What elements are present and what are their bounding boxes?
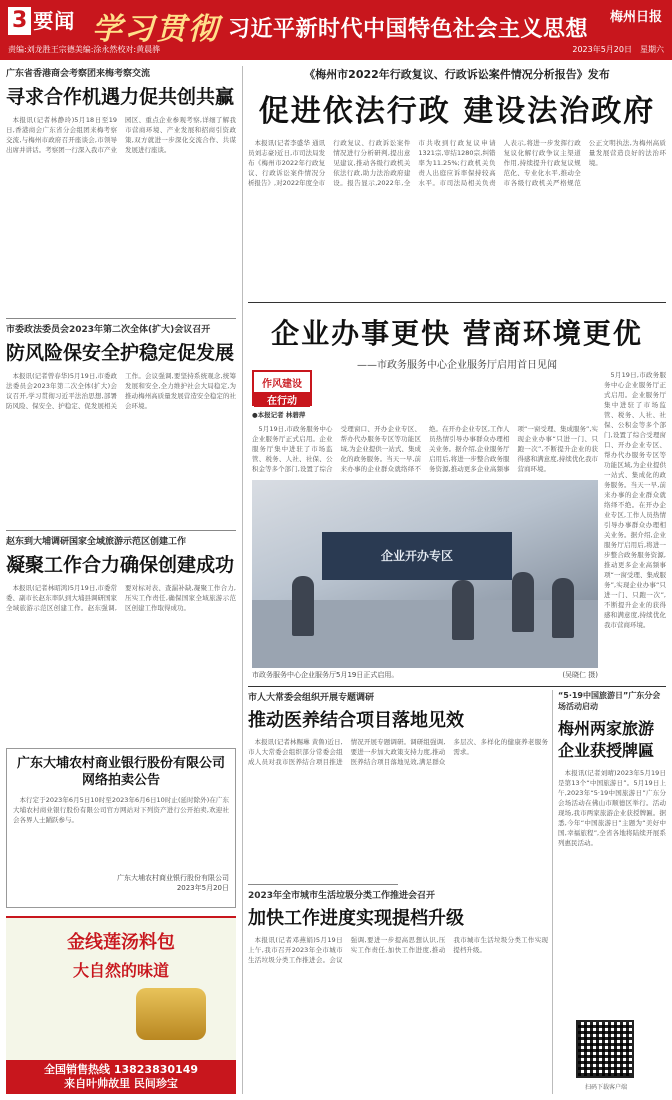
story-kicker: 赵东到大埔调研国家全域旅游示范区创建工作: [6, 537, 187, 547]
masthead: [0, 0, 672, 60]
masthead-title: 习近平新时代中国特色社会主义思想: [228, 17, 589, 42]
advertisement: [6, 916, 236, 1094]
editor-credit: 校对:黄晨骅: [117, 45, 161, 54]
editor-credit: 美编:涂永然: [74, 45, 118, 54]
story-headline: 防风险保安全护稳定促发展: [6, 342, 235, 364]
ad-tagline: 大自然的味道: [72, 961, 169, 980]
business-body-side: 5月19日,市政务服务中心企业服务厅正式启用。企业服务厅集中进驻了市场监管、税务、人社、社保、公积金等多个部门,设置了综合受理窗口、开办企业专区、帮办代办服务专区等功能区域,为企业提供一站式、集成化的政务服务。当天一早,前来办事的企业群众就络绎不绝。在开办企业专区,工作人员热情引导办事群众办理相关业务。据介绍,企业服务厅启用后,将进一步整合政务服务资源,推动更多企业高频事项“一窗受理、集成服务”,实现企业办事“只进一门、只跑一次”,不断提升企业的获得感和满意度,持续优化我市营商环境。: [604, 371, 666, 629]
notice-title: 广东大埔农村商业银行股份有限公司 网络拍卖公告: [16, 756, 225, 788]
page-number: 3: [8, 7, 31, 35]
notice-signoff: 广东大埔农村商业银行股份有限公司: [117, 874, 229, 882]
notice-date: 2023年5月20日: [176, 884, 229, 892]
editor-credits: [8, 44, 664, 55]
bottom-story-2: [248, 888, 548, 1095]
right-story: [558, 690, 666, 1018]
story-headline: 寻求合作机遇力促共创共赢: [6, 86, 235, 108]
person-figure: [452, 580, 474, 640]
person-figure: [292, 576, 314, 636]
notice-body: 本行定于2023年6月5日10时至2023年6月6日10时止(延时除外)在广东大埔农村商业银行股份有限公司官方网站对下列资产进行公开拍卖,欢迎社会各界人士踊跃参与。: [13, 796, 229, 824]
photo-caption: 市政务服务中心企业服务厅5月19日正式启用。: [252, 671, 399, 679]
left-story-3: [6, 534, 236, 753]
photo-credit: (吴晓仁 摄): [562, 671, 598, 679]
person-figure: [552, 578, 574, 638]
ad-footer-text: 来自叶帅故里 民间珍宝: [64, 1077, 178, 1090]
ad-footer: [6, 1060, 236, 1094]
story-kicker: 2023年全市城市生活垃圾分类工作推进会召开: [248, 891, 436, 901]
story-body: 本报讯(记者邓燕娟)5月19日上午,我市召开2023年全市城市生活垃圾分类工作推进会。会议强调,要进一步提高思想认识,压实工作责任,加快工作进度,推动我市城市生活垃圾分类工作实现提档升级。: [248, 936, 548, 964]
business-body-top: 5月19日,市政务服务中心企业服务厅正式启用。企业服务厅集中进驻了市场监管、税务、人社、社保、公积金等多个部门,设置了综合受理窗口、开办企业专区、帮办代办服务专区等功能区域,为企业提供一站式、集成化的政务服务。当天一早,前来办事的企业群众就络绎不绝。在开办企业专区,工作人员热情引导办事群众办理相关业务。据介绍,企业服务厅启用后,将进一步整合政务服务资源,推动更多企业高频事项“一窗受理、集成服务”,实现企业办事“只进一门、只跑一次”,不断提升企业的获得感和满意度,持续优化我市营商环境。: [252, 425, 598, 473]
stamp-line: 作风建设: [262, 379, 302, 390]
story-kicker: 市人大常委会组织开展专题调研: [248, 693, 375, 703]
story-body: 本报讯(记者林赐琳 黄鲁)近日,市人大常委会组织部分常委会组成人员对我市医养结合项目推进情况开展专题调研。调研组强调,要进一步加大政策支持力度,推动医养结合项目落地见效,满足群众多层次、多样化的健康养老服务需求。: [248, 738, 548, 766]
lead-story: [248, 66, 666, 306]
story-headline: 加快工作进度实现提档升级: [248, 908, 464, 929]
left-story-2: [6, 322, 236, 541]
editor-credit: 责编:刘龙胜: [8, 45, 51, 54]
bottom-story-1: [248, 690, 548, 887]
story-body: 本报讯(记者刘晴)2023年5月19日是第13个“中国旅游日”。5月19日上午,2023年“5·19中国旅游日”广东分会场活动在佛山市顺德区举行。活动现场,我市两家旅游企业获授牌匾。据悉,今年“中国旅游日”主题为“美好中国,幸福旅程”,全省各地将陆续开展系列惠民活动。: [558, 769, 666, 847]
qr-code-icon: [576, 1020, 634, 1078]
auction-notice: [6, 748, 236, 908]
hotline-number: 13823830149: [113, 1063, 199, 1076]
lead-headline: 促进依法行政 建设法治政府: [258, 94, 656, 129]
story-body: 本报讯(记者曾春华)5月19日,市委政法委员会2023年第二次全体(扩大)会议召开,学习贯彻习近平法治思想,部署防风险、保安全、护稳定、促发展相关工作。会议强调,要坚持系统观念,统筹发展和安全,全力维护社会大局稳定,为推动梅州高质量发展营造安全稳定的社会环境。: [6, 372, 236, 410]
story-headline: 凝聚工作合力确保创建成功: [6, 554, 235, 576]
photo-sign: 企业开办专区: [322, 532, 512, 580]
business-byline: ●本报记者 林碧萍: [252, 411, 306, 419]
business-headline: 企业办事更快 营商环境更优: [271, 317, 643, 350]
left-story-1: [6, 66, 236, 311]
masthead-slogan: 学习贯彻: [92, 12, 220, 47]
story-body: 本报讯(记者林昭鸿)5月19日,市委常委、副市长赵东率队到大埔县调研国家全域旅游示范区创建工作。赵东强调,要对标对表、查漏补缺,凝聚工作合力,压实工作责任,确保国家全域旅游示范区创建工作取得成功。: [6, 584, 236, 612]
business-story: [248, 312, 666, 371]
product-jar-icon: [136, 988, 206, 1040]
qr-caption: 扫码下载客户端: [584, 1084, 627, 1091]
story-kicker: 市委政法委员会2023年第二次全体(扩大)会议召开: [6, 325, 211, 335]
story-headline: 梅州两家旅游企业获授牌匾: [558, 719, 655, 760]
section-name: 要闻: [33, 9, 76, 33]
business-subhead: ——市政务服务中心企业服务厅启用首日见闻: [357, 360, 557, 371]
lead-kicker: 《梅州市2022年行政复议、行政诉讼案件情况分析报告》发布: [304, 68, 610, 81]
office-photo: [252, 480, 598, 668]
campaign-stamp: [252, 370, 312, 406]
person-figure: [512, 572, 534, 632]
story-kicker: “5·19中国旅游日”广东分会场活动启动: [558, 691, 661, 711]
story-headline: 推动医养结合项目落地见效: [248, 710, 464, 731]
ad-brand: 金线莲汤料包: [67, 932, 175, 953]
story-kicker: 广东省香港商会考察团来梅考察交流: [6, 69, 151, 79]
photo-caption-row: [252, 670, 598, 680]
stamp-line: 在行动: [254, 392, 310, 407]
page-label: [8, 6, 75, 36]
editor-credit: 王宗德: [50, 45, 75, 54]
story-body: 本报讯(记者林静玲)5月18日至19日,香港商会广东省分会组团来梅考察交流,与梅州市政府召开座谈会,市领导出席并讲话。考察团一行深入我市产业园区、重点企业参观考察,详细了解我市营商环境、产业发展和招商引资政策,双方就进一步深化交流合作、共谋发展进行座谈。: [6, 116, 236, 154]
issue-date: 2023年5月20日: [572, 45, 632, 54]
newspaper-logo: 梅州日报: [609, 10, 662, 25]
issue-weekday: 星期六: [640, 45, 664, 54]
hotline-label: 全国销售热线: [43, 1063, 110, 1076]
lead-body: 本报讯(记者李盛华 通讯员刘志豪)近日,市司法局发布《梅州市2022年行政复议、行政诉讼案件情况分析报告》,对2022年度全市行政复议、行政诉讼案件情况进行分析研判,提出意见建议,推动各级行政机关依法行政,助力法治政府建设。报告显示,2022年,全市共收到行政复议申请1321宗,审结1280宗,纠错率为11.25%;行政机关负责人出庭应诉率保持较高水平。市司法局相关负责人表示,将进一步发挥行政复议化解行政争议主渠道作用,持续提升行政复议规范化、专业化水平,推动全市各级行政机关严格规范公正文明执法,为梅州高质量发展营造良好的法治环境。: [248, 139, 666, 187]
